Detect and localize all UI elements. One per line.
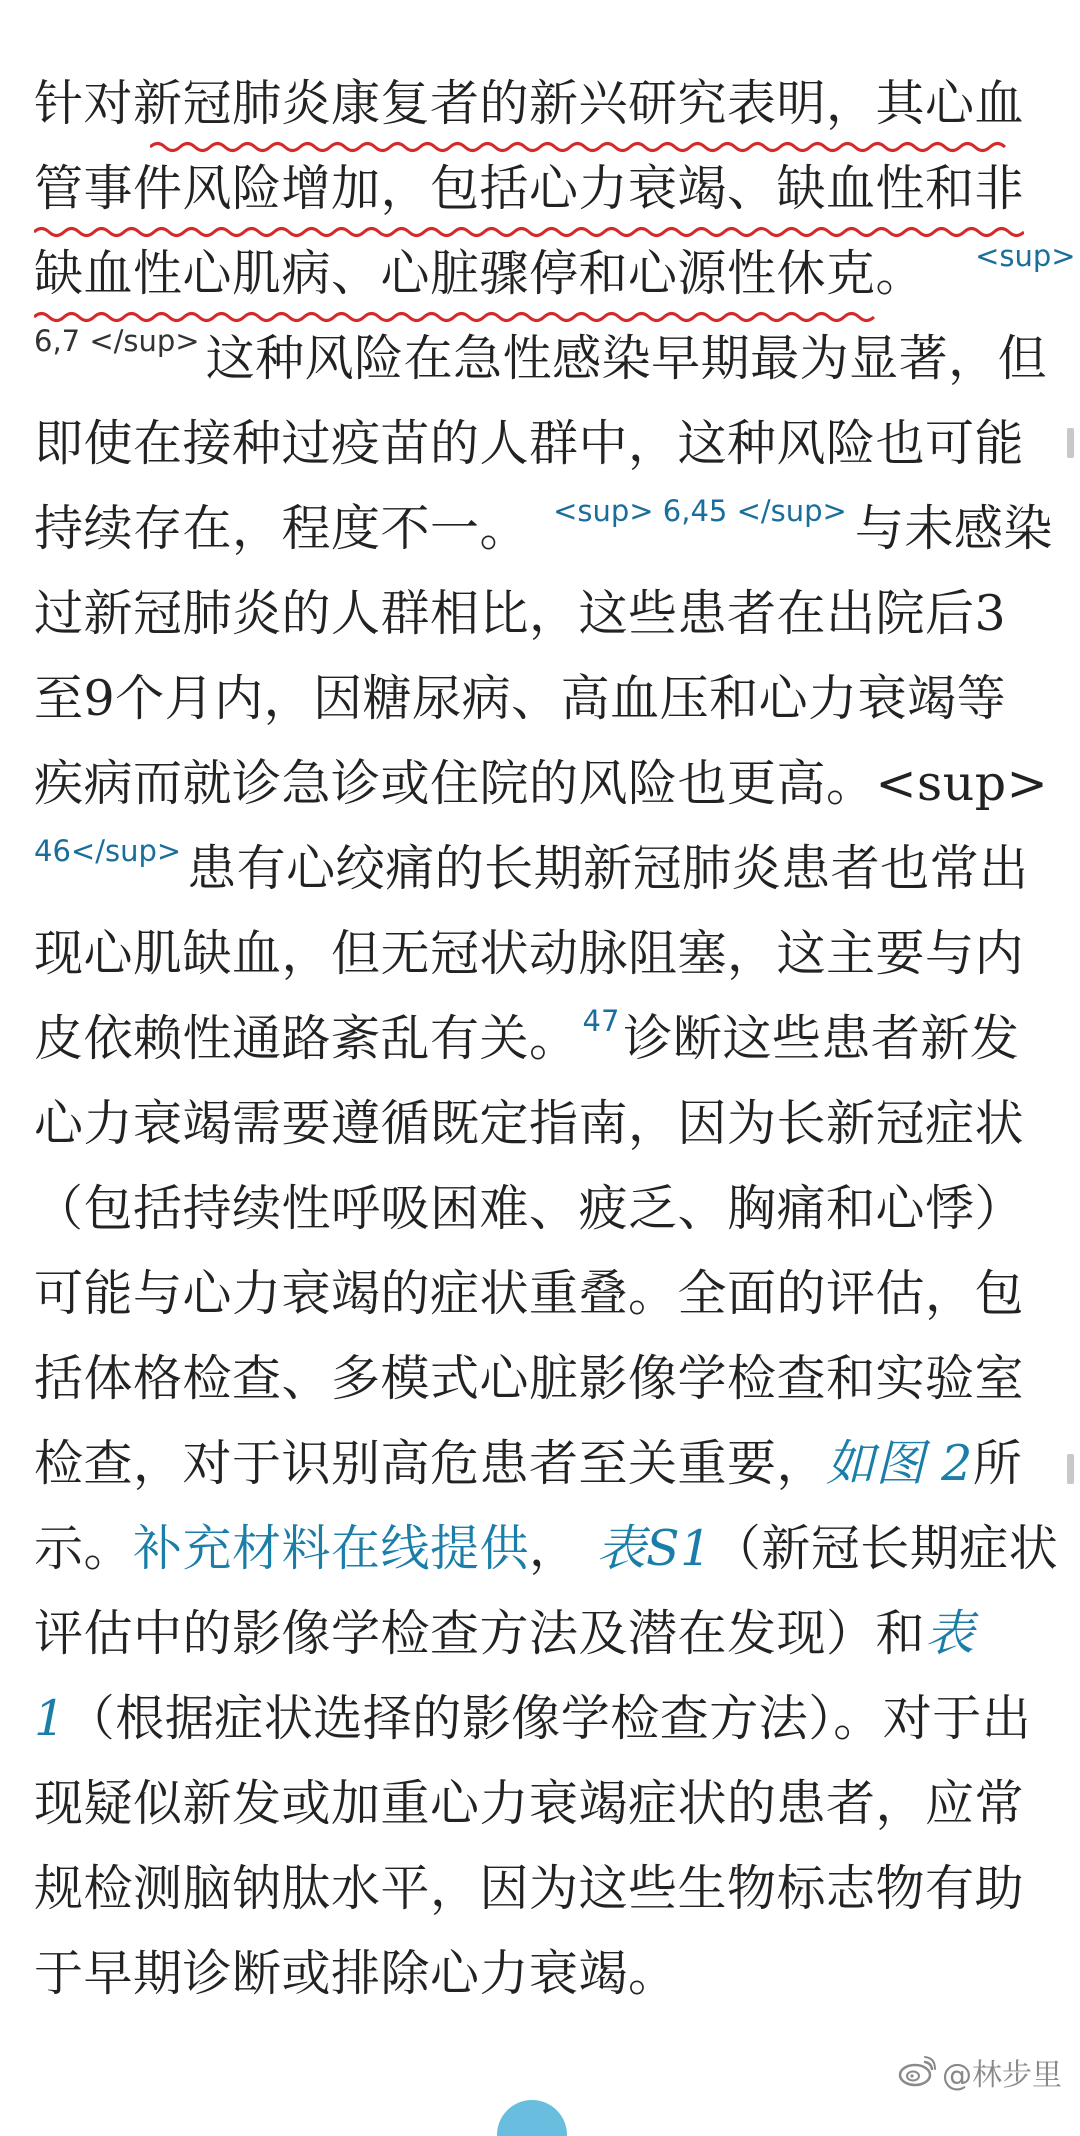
line-text: 这种风险在急性感染早期最为显著，但 [205, 330, 1048, 387]
line-text: 所 [972, 1435, 1023, 1492]
line-text: 规检测脑钠肽水平，因为这些生物标志物有助 [34, 1860, 1025, 1917]
text-line [34, 317, 1047, 401]
line-text: （根据症状选择的影像学检查方法）。对于出 [65, 1690, 1032, 1747]
text-line [34, 62, 1024, 146]
weibo-icon [898, 2056, 936, 2088]
line-text: 皮依赖性通路紊乱有关。 [34, 1010, 579, 1067]
line-text: （新冠长期症状 [711, 1520, 1059, 1577]
text-line [34, 1932, 678, 2016]
scrollbar-marker[interactable] [1067, 1454, 1074, 1484]
citation-sup[interactable]: 47 [582, 1004, 620, 1038]
line-text: 缺血性心肌病、心脏骤停和心源性休克。 [34, 245, 926, 302]
line-text: 患有心绞痛的长期新冠肺炎患者也常出 [187, 840, 1029, 897]
text-line [34, 1422, 1022, 1506]
watermark-text: @林步里 [942, 2058, 1062, 2093]
text-line [34, 1167, 1024, 1251]
text-line [34, 1762, 1024, 1846]
weibo-watermark [898, 2050, 1062, 2094]
citation-sup-tag[interactable]: <sup> [975, 239, 1076, 273]
line-text: 即使在接种过疫苗的人群中，这种风险也可能 [34, 415, 1025, 472]
text-line [34, 657, 1006, 741]
figure-2-link[interactable]: 如图 2 [826, 1435, 973, 1492]
line-text: 现心肌缺血，但无冠状动脉阻塞，这主要与内 [34, 925, 1025, 982]
line-text: 心力衰竭需要遵循既定指南，因为长新冠症状 [34, 1095, 1025, 1152]
text-line [34, 1252, 1024, 1336]
line-text: 至9个月内，因糖尿病、高血压和心力衰竭等 [34, 670, 1007, 727]
line-text: 诊断这些患者新发 [623, 1010, 1020, 1067]
citation-number: 6,7 </sup> [34, 324, 200, 358]
text-line [34, 232, 1076, 316]
text-line [34, 742, 1048, 826]
line-text: 疾病而就诊急诊或住院的风险也更高。<sup> [34, 755, 1049, 812]
line-text: 括体格检查、多模式心脏影像学检查和实验室 [34, 1350, 1025, 1407]
text-line [34, 912, 1024, 996]
line-text: 管事件风险增加，包括心力衰竭、缺血性和非 [34, 160, 1025, 217]
text-line [34, 1677, 1031, 1761]
supplementary-material-link[interactable]: 补充材料在线提供 [133, 1520, 530, 1577]
text-line [34, 487, 1053, 571]
line-text: 示。 [34, 1520, 134, 1577]
text-line [34, 1082, 1024, 1166]
text-line [34, 1592, 975, 1676]
text-line [34, 1337, 1024, 1421]
line-text: 针对新冠肺炎康复者的新兴研究表明，其心血 [34, 75, 1025, 132]
line-text: ， [529, 1520, 579, 1577]
citation-sup-tag[interactable] [34, 324, 200, 358]
line-text: 检查，对于识别高危患者至关重要， [34, 1435, 827, 1492]
table-1-link[interactable]: 1 [34, 1690, 66, 1747]
text-line [34, 1847, 1024, 1931]
line-text: 现疑似新发或加重心力衰竭症状的患者，应常 [34, 1775, 1025, 1832]
line-text: （包括持续性呼吸困难、疲乏、胸痛和心悸） [34, 1180, 1025, 1237]
line-text: 过新冠肺炎的人群相比，这些患者在出院后3 [34, 585, 1007, 642]
text-line [34, 827, 1029, 911]
citation-sup-tag[interactable]: 46</sup> [34, 834, 182, 868]
citation-sup-tag[interactable]: <sup> 6,45 </sup> [553, 494, 847, 528]
line-text: 评估中的影像学检查方法及潜在发现）和 [34, 1605, 926, 1662]
table-s1-link[interactable]: 表S1 [596, 1520, 712, 1577]
line-text: 持续存在，程度不一。 [34, 500, 530, 557]
text-line [34, 1507, 1058, 1591]
line-text: 于早期诊断或排除心力衰竭。 [34, 1945, 678, 2002]
table-1-link[interactable]: 表 [925, 1605, 975, 1662]
text-line [34, 572, 1006, 656]
line-text: 可能与心力衰竭的症状重叠。全面的评估，包 [34, 1265, 1025, 1322]
scrollbar-marker[interactable] [1067, 428, 1074, 458]
line-text: 与未感染 [854, 500, 1053, 557]
text-line [34, 147, 1024, 231]
text-line [34, 402, 1024, 486]
text-line [34, 997, 1019, 1081]
